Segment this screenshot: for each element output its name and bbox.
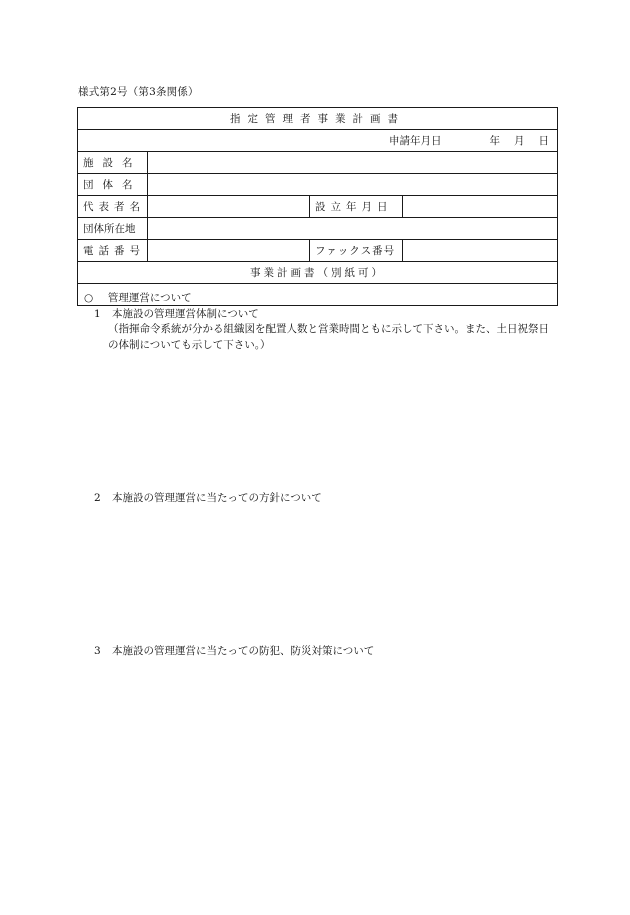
organization-name-label: 団体名 xyxy=(78,174,148,196)
fax-number-label: ファックス番号 xyxy=(310,240,403,262)
established-date-label: 設立年月日 xyxy=(310,196,403,218)
application-date-day: 日 xyxy=(538,135,549,147)
organization-address-label: 団体所在地 xyxy=(78,218,148,240)
representative-name-field[interactable] xyxy=(148,196,310,218)
plan-form-table xyxy=(77,107,558,657)
facility-name-label: 施設名 xyxy=(78,152,148,174)
plan-item-text: 本施設の管理運営に当たっての防犯、防災対策について xyxy=(112,645,375,657)
circle-marker-icon: ○ xyxy=(84,292,94,304)
plan-heading: 事業計画書（別紙可） xyxy=(78,262,558,284)
plan-item-number: 3 xyxy=(94,645,101,657)
plan-item-text: 本施設の管理運営体制について xyxy=(112,308,259,320)
application-date-label: 申請年月日 xyxy=(389,135,442,147)
section-title: 管理運営について xyxy=(107,292,192,304)
fax-number-field[interactable] xyxy=(403,240,558,262)
section-heading xyxy=(84,290,192,305)
facility-name-field[interactable] xyxy=(148,152,558,174)
plan-item-1 xyxy=(94,306,259,321)
plan-item-2 xyxy=(94,490,322,505)
plan-item-3 xyxy=(94,643,374,658)
representative-name-label: 代表者名 xyxy=(78,196,148,218)
application-date-month: 月 xyxy=(514,135,525,147)
phone-number-field[interactable] xyxy=(148,240,310,262)
established-date-field[interactable] xyxy=(403,196,558,218)
application-date-row xyxy=(78,130,558,152)
application-date-year: 年 xyxy=(489,135,500,147)
plan-content-area[interactable] xyxy=(78,284,558,657)
organization-address-field[interactable] xyxy=(148,218,558,240)
plan-item-number: 1 xyxy=(94,308,101,320)
plan-item-number: 2 xyxy=(94,492,101,504)
form-title-text: 指定管理者事業計画書 xyxy=(230,113,405,125)
phone-number-label: 電話番号 xyxy=(78,240,148,262)
form-number: 様式第2号（第3条関係） xyxy=(78,86,199,98)
form-title xyxy=(78,108,558,130)
plan-item-1-note: （指揮命令系統が分かる組織図を配置人数と営業時間ともに示して下さい。また、土日祝祭日の体制についても示して下さい。） xyxy=(108,323,549,351)
organization-name-field[interactable] xyxy=(148,174,558,196)
plan-item-text: 本施設の管理運営に当たっての方針について xyxy=(112,492,322,504)
